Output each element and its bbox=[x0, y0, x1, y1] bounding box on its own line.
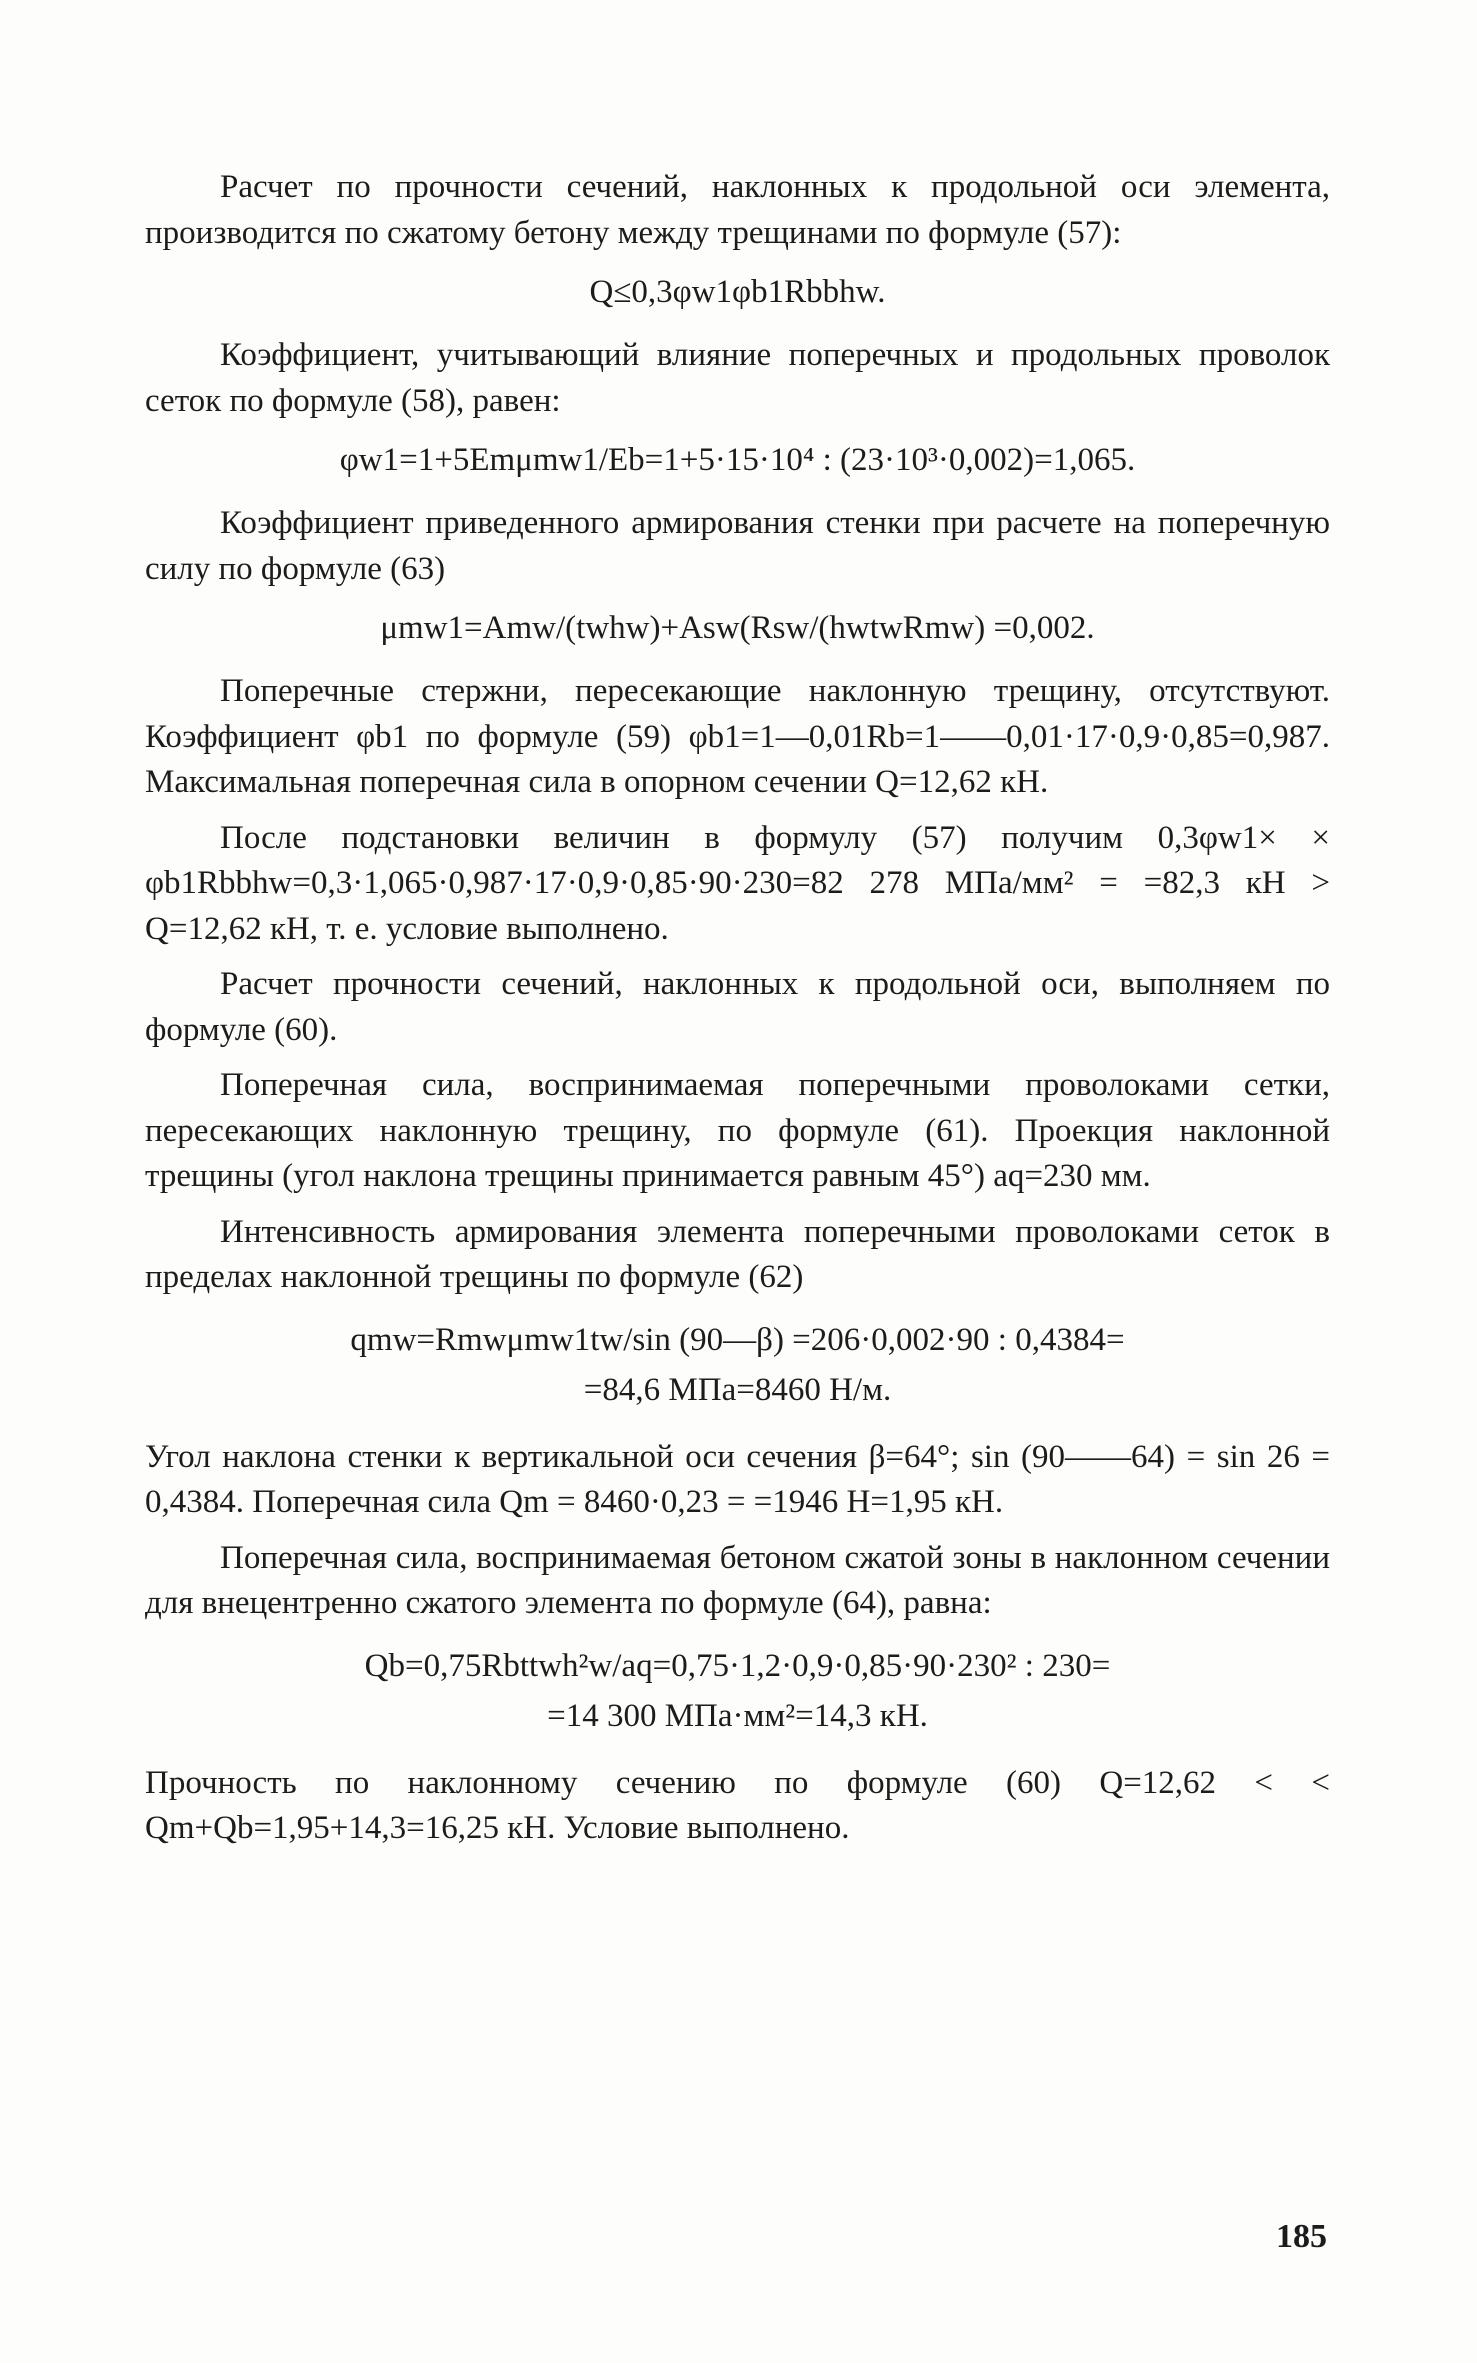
paragraph-7: Поперечная сила, воспринимаемая поперечными проволоками сетки, пересекающих наклонную трещину, по формуле (61). Проекция наклонной трещины (угол наклона трещины принимается равным 45°) aq=230 мм. bbox=[145, 1067, 1330, 1194]
page-number: 185 bbox=[1276, 2218, 1327, 2255]
formula-63: μmw1=Amw/(twhw)+Asw(Rsw/(hwtwRmw) =0,002. bbox=[380, 610, 1095, 646]
paragraph-3: Коэффициент приведенного армирования стенки при расчете на поперечную силу по формуле (63) bbox=[145, 505, 1330, 587]
formula-64-line-2: =14 300 МПа·мм²=14,3 кН. bbox=[547, 1697, 928, 1734]
paragraph-8: Интенсивность армирования элемента поперечными проволоками сеток в пределах наклонной трещины по формуле (62) bbox=[145, 1213, 1330, 1295]
formula-64-line-1: Qb=0,75Rbttwh²w/aq=0,75·1,2·0,9·0,85·90·230² : 230= bbox=[364, 1647, 1111, 1684]
page-body bbox=[145, 165, 1330, 1862]
paragraph-1: Расчет по прочности сечений, наклонных к продольной оси элемента, производится по сжатому бетону между трещинами по формуле (57): bbox=[145, 169, 1330, 251]
formula-57: Q≤0,3φw1φb1Rbbhw. bbox=[589, 274, 886, 310]
paragraph-2: Коэффициент, учитывающий влияние поперечных и продольных проволок сеток по формуле (58), равен: bbox=[145, 337, 1330, 419]
formula-62-line-1: qmw=Rmwμmw1tw/sin (90—β) =206·0,002·90 : 0,4384= bbox=[350, 1321, 1125, 1358]
formula-64 bbox=[145, 1641, 1330, 1741]
paragraph-11: Прочность по наклонному сечению по формуле (60) Q=12,62 < < Qm+Qb=1,95+14,3=16,25 кН. Условие выполнено. bbox=[145, 1764, 1330, 1846]
paragraph-9: Угол наклона стенки к вертикальной оси сечения β=64°; sin (90——64) = sin 26 = 0,4384. Поперечная сила Qm = 8460·0,23 = =1946 Н=1,95 кН. bbox=[145, 1438, 1330, 1520]
formula-58: φw1=1+5Emμmw1/Eb=1+5·15·10⁴ : (23·10³·0,002)=1,065. bbox=[339, 442, 1136, 478]
formula-62-line-2: =84,6 МПа=8460 Н/м. bbox=[583, 1371, 892, 1408]
paragraph-4: Поперечные стержни, пересекающие наклонную трещину, отсутствуют. Коэффициент φb1 по формуле (59) φb1=1—0,01Rb=1——0,01·17·0,9·0,85=0,987. Максимальная поперечная сила в опорном сечении Q=12,62 кН. bbox=[145, 673, 1330, 800]
formula-62 bbox=[145, 1315, 1330, 1415]
paragraph-6: Расчет прочности сечений, наклонных к продольной оси, выполняем по формуле (60). bbox=[145, 966, 1330, 1048]
paragraph-5: После подстановки величин в формулу (57) получим 0,3φw1× × φb1Rbbhw=0,3·1,065·0,987·17·0,9·0,85·90·230=82 278 МПа/мм² = =82,3 кН > Q=12,62 кН, т. е. условие выполнено. bbox=[145, 819, 1330, 947]
paragraph-10: Поперечная сила, воспринимаемая бетоном сжатой зоны в наклонном сечении для внецентренно сжатого элемента по формуле (64), равна: bbox=[145, 1539, 1330, 1621]
